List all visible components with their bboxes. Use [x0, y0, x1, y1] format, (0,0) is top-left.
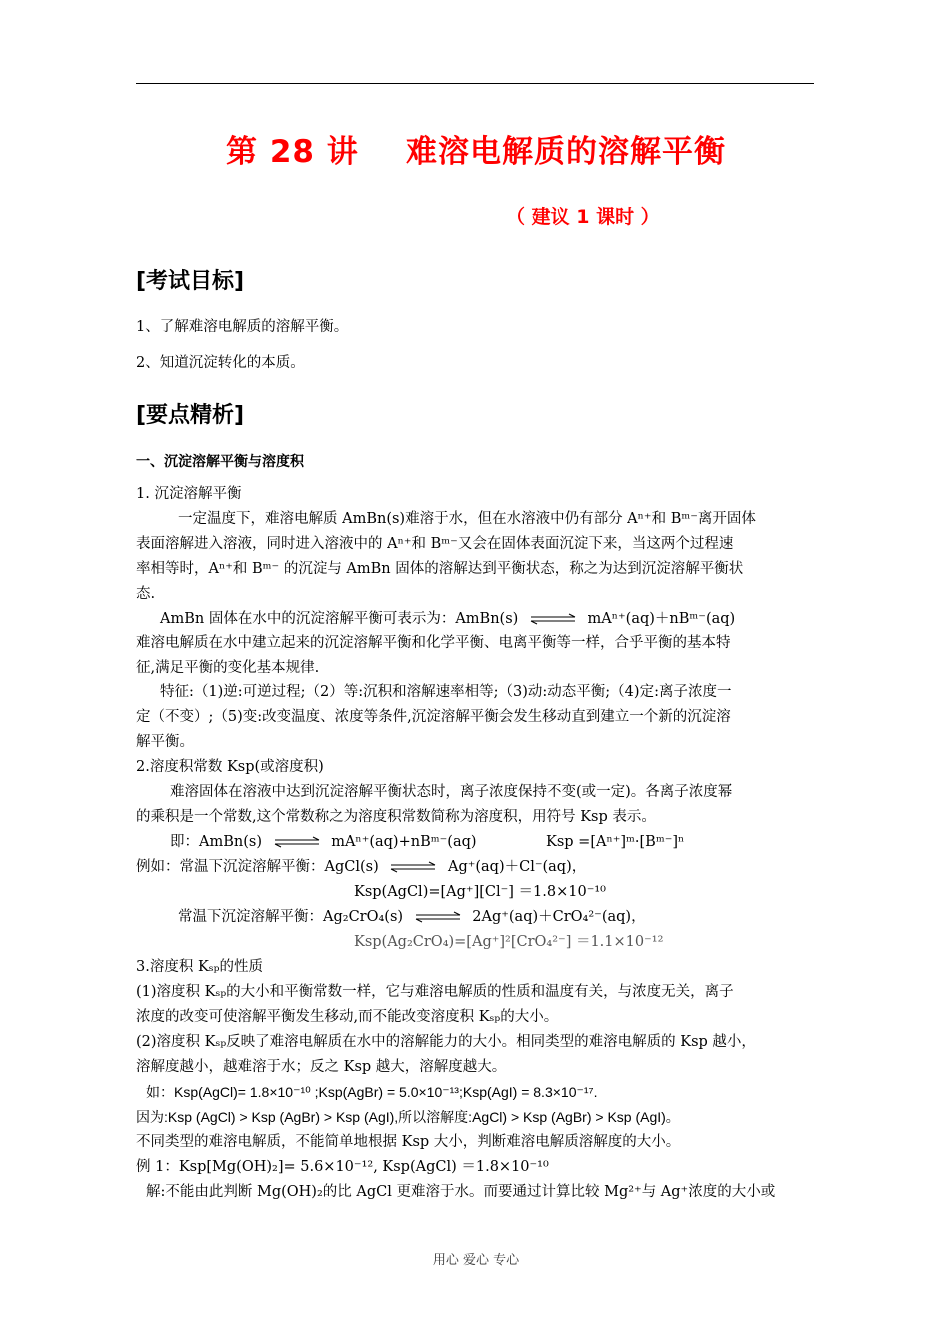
paragraph-line: 征,满足平衡的变化基本规律. — [136, 660, 320, 676]
equation-line — [178, 907, 646, 927]
ksp-expression: Ksp =[Aⁿ⁺]ᵐ·[Bᵐ⁻]ⁿ — [546, 834, 685, 850]
subheading: 1. 沉淀溶解平衡 — [136, 486, 242, 502]
paragraph-line: 例 1：Ksp[Mg(OH)₂]= 5.6×10⁻¹², Ksp(AgCl) ＝1.8×10⁻¹⁰ — [136, 1159, 549, 1175]
paragraph-line: 的乘积是一个常数,这个常数称之为溶度积常数简称为溶度积，用符号 Ksp 表示。 — [136, 809, 656, 825]
header-rule — [136, 83, 814, 84]
equation-line — [170, 832, 477, 852]
reversible-arrow-icon — [414, 911, 462, 923]
paragraph-line: 不同类型的难溶电解质，不能简单地根据 Ksp 大小，判断难溶电解质溶解度的大小。 — [136, 1134, 681, 1150]
paragraph-line: 浓度的改变可使溶解平衡发生移动,而不能改变溶度积 Kₛₚ的大小。 — [136, 1009, 559, 1025]
equation-right: mAⁿ⁺(aq)＋nBᵐ⁻(aq) — [587, 611, 736, 627]
paragraph-line: 溶解度越小，越难溶于水；反之 Ksp 越大，溶解度越大。 — [136, 1059, 507, 1075]
paragraph-line: 解平衡。 — [136, 734, 194, 750]
paragraph-line: 难溶固体在溶液中达到沉淀溶解平衡状态时，离子浓度保持不变(或一定)。各离子浓度幂 — [170, 784, 733, 800]
equation-right: mAⁿ⁺(aq)+nBᵐ⁻(aq) — [331, 834, 477, 850]
subheading: 2.溶度积常数 Ksp(或溶度积) — [136, 759, 324, 775]
reversible-arrow-icon — [529, 613, 577, 625]
paragraph-line: 定（不变）;（5)变:改变温度、浓度等条件,沉淀溶解平衡会发生移动直到建立一个新的沉淀溶 — [136, 709, 731, 725]
page-title: 第 28 讲 难溶电解质的溶解平衡 — [226, 134, 726, 170]
paragraph-line: 态. — [136, 586, 156, 602]
paragraph-line: 解:不能由此判断 Mg(OH)₂的比 AgCl 更难溶于水。而要通过计算比较 Mg²⁺与 Ag⁺浓度的大小或 — [146, 1184, 776, 1200]
paragraph-line: 因为:Ksp (AgCl) > Ksp (AgBr) > Ksp (AgI),所以溶解度:AgCl) > Ksp (AgBr) > Ksp (AgI)。 — [136, 1109, 680, 1125]
equation-left: 即：AmBn(s) — [170, 834, 262, 850]
reversible-arrow-icon — [389, 861, 437, 873]
ksp-expression: Ksp(Ag₂CrO₄)=[Ag⁺]²[CrO₄²⁻] ＝1.1×10⁻¹² — [354, 934, 664, 950]
paragraph-line: (1)溶度积 Kₛₚ的大小和平衡常数一样，它与难溶电解质的性质和温度有关，与浓度无关，离子 — [136, 984, 734, 1000]
goal-item: 1、了解难溶电解质的溶解平衡。 — [136, 319, 349, 335]
part-heading: 一、沉淀溶解平衡与溶度积 — [136, 454, 304, 470]
paragraph-line: 表面溶解进入溶液，同时进入溶液中的 Aⁿ⁺和 Bᵐ⁻又会在固体表面沉淀下来，当这两个过程速 — [136, 536, 734, 552]
paragraph-line: 如：Ksp(AgCl)= 1.8×10⁻¹⁰ ;Ksp(AgBr) = 5.0×10⁻¹³;Ksp(AgI) = 8.3×10⁻¹⁷. — [146, 1084, 598, 1100]
section-heading-goals: [考试目标] — [136, 269, 245, 294]
paragraph-line: (2)溶度积 Kₛₚ反映了难溶电解质在水中的溶解能力的大小。相同类型的难溶电解质的 Ksp 越小， — [136, 1034, 756, 1050]
paragraph-line: 特征:（1)逆:可逆过程;（2）等:沉积和溶解速率相等;（3)动:动态平衡;（4)定:离子浓度一 — [160, 684, 732, 700]
equation-left: 常温下沉淀溶解平衡：Ag₂CrO₄(s) — [178, 909, 404, 925]
paragraph-line: 率相等时，Aⁿ⁺和 Bᵐ⁻ 的沉淀与 AmBn 固体的溶解达到平衡状态，称之为达到沉淀溶解平衡状 — [136, 561, 744, 577]
goal-item: 2、知道沉淀转化的本质。 — [136, 355, 305, 371]
page-footer: 用心 爱心 专心 — [432, 1253, 520, 1268]
subheading: 3.溶度积 Kₛₚ的性质 — [136, 959, 263, 975]
paragraph-line: 一定温度下，难溶电解质 AmBn(s)难溶于水，但在水溶液中仍有部分 Aⁿ⁺和 Bᵐ⁻离开固体 — [178, 511, 756, 527]
equation-line — [136, 857, 586, 877]
reversible-arrow-icon — [273, 836, 321, 848]
equation-left: AmBn 固体在水中的沉淀溶解平衡可表示为：AmBn(s) — [160, 611, 519, 627]
section-heading-points: [要点精析] — [136, 403, 245, 428]
ksp-expression: Ksp(AgCl)=[Ag⁺][Cl⁻] ＝1.8×10⁻¹⁰ — [354, 884, 606, 900]
equation-right: 2Ag⁺(aq)＋CrO₄²⁻(aq)， — [472, 909, 646, 925]
equation-left: 例如：常温下沉淀溶解平衡：AgCl(s) — [136, 859, 379, 875]
paragraph-line: 难溶电解质在水中建立起来的沉淀溶解平衡和化学平衡、电离平衡等一样，合乎平衡的基本特 — [136, 635, 731, 651]
equation-right: Ag⁺(aq)＋Cl⁻(aq)， — [447, 859, 587, 875]
page-subtitle: （ 建议 1 课时 ） — [506, 206, 660, 228]
equation-line — [160, 609, 735, 629]
